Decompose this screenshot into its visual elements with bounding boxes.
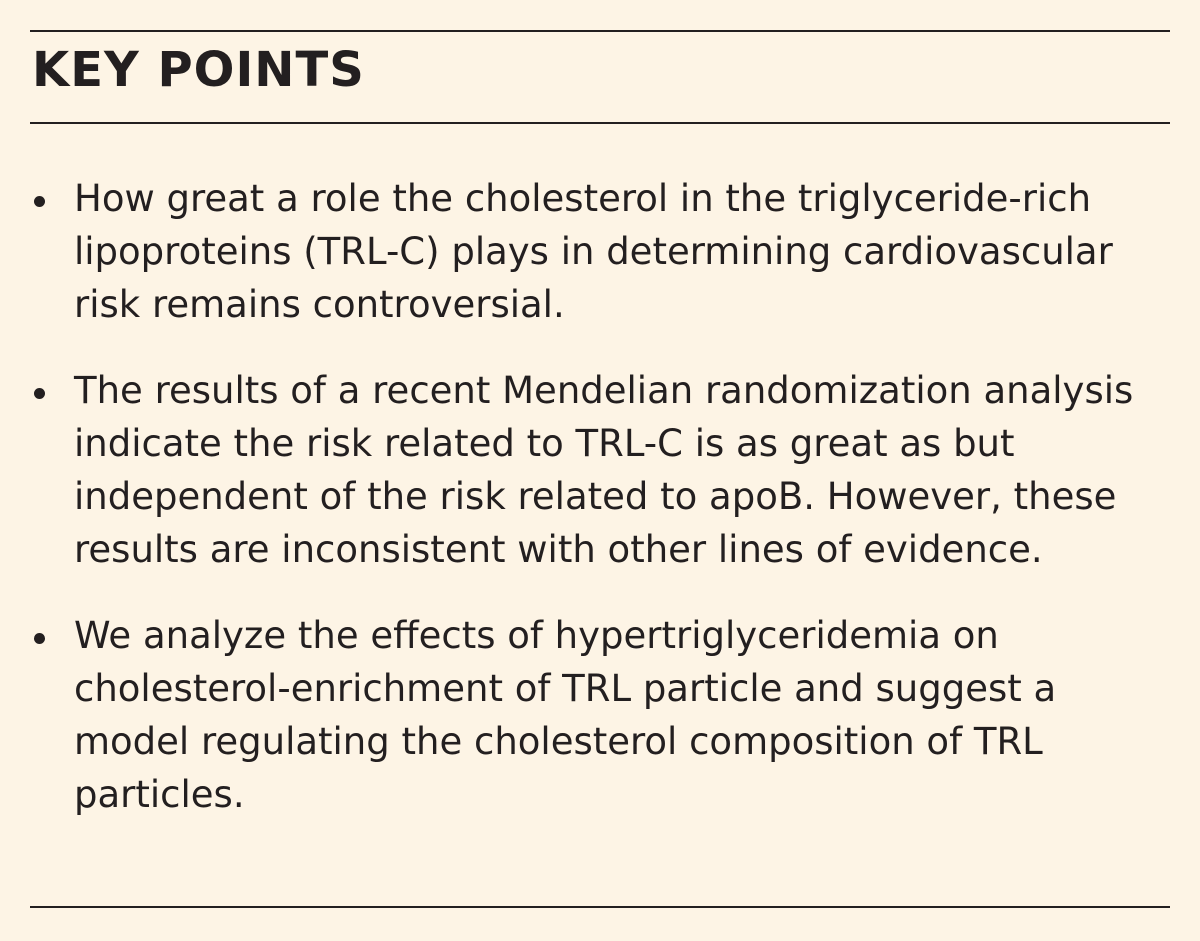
top-rule bbox=[30, 30, 1170, 32]
key-point bbox=[30, 609, 1170, 821]
box-title: KEY POINTS bbox=[32, 42, 365, 98]
key-point bbox=[30, 364, 1170, 576]
key-point-text: We analyze the effects of hypertriglyceridemia on cholesterol-enrichment of TRL particle and suggest a model regulating the cholesterol composition of TRL particles. bbox=[74, 614, 1057, 816]
bullet-icon bbox=[34, 388, 45, 399]
key-point bbox=[30, 172, 1170, 331]
key-point-text: How great a role the cholesterol in the triglyceride-rich lipoproteins (TRL-C) plays in determining cardiovascular risk remains controversial. bbox=[74, 177, 1113, 326]
key-points-box bbox=[30, 0, 1170, 941]
bullet-icon bbox=[34, 196, 45, 207]
key-points-list bbox=[30, 172, 1170, 854]
title-rule bbox=[30, 122, 1170, 124]
key-point-text: The results of a recent Mendelian randomization analysis indicate the risk related to TRL-C is as great as but independent of the risk related to apoB. However, these results are inconsistent with other lines of evidence. bbox=[74, 369, 1134, 571]
bottom-rule bbox=[30, 906, 1170, 908]
bullet-icon bbox=[34, 633, 45, 644]
